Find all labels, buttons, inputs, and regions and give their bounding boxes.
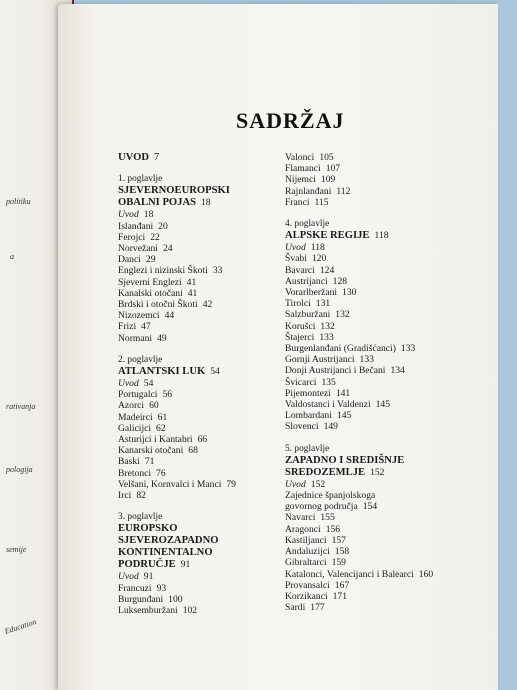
intro-page: 7 — [153, 152, 160, 163]
toc-entry — [285, 569, 485, 580]
chapter-title-text: EUROPSKO — [118, 523, 178, 535]
toc-entry — [285, 309, 485, 320]
page-title: SADRŽAJ — [236, 108, 345, 133]
toc-entry — [285, 388, 485, 399]
toc-entry — [118, 243, 290, 254]
toc-entry — [285, 501, 485, 512]
entry-text: Uvod — [285, 478, 306, 490]
toc-section — [285, 152, 485, 208]
toc-section — [285, 444, 485, 614]
entry-page: 56 — [162, 389, 173, 401]
entry-text: Uvod — [118, 378, 139, 390]
chapter-title-text: ALPSKE REGIJE — [285, 230, 370, 242]
chapter-title — [118, 523, 290, 535]
entry-text: Normani — [118, 332, 153, 344]
entry-text: Korušci — [285, 320, 316, 332]
entry-page: 132 — [320, 320, 335, 332]
toc-entry — [285, 163, 485, 174]
chapter-title — [118, 559, 290, 571]
entry-text: Aragonci — [285, 523, 321, 535]
toc-entry — [118, 423, 290, 434]
toc-entry — [285, 332, 485, 343]
entry-text: Švabi — [285, 253, 307, 265]
entry-page: 133 — [400, 343, 416, 355]
toc-intro-entry — [118, 152, 290, 163]
toc-entry — [118, 333, 290, 344]
entry-page: 132 — [335, 309, 350, 321]
entry-text: Frizi — [118, 321, 137, 333]
left-sections — [118, 174, 290, 616]
entry-page: 60 — [149, 400, 159, 412]
entry-page: 159 — [331, 557, 346, 569]
entry-text: Vorarlberžani — [285, 287, 338, 299]
chapter-page: 18 — [201, 197, 211, 209]
entry-page: 158 — [334, 546, 350, 558]
toc-entry — [118, 412, 290, 423]
entry-page: 131 — [315, 298, 331, 310]
toc-section — [118, 512, 290, 616]
chapter-title-text: KONTINENTALNO — [118, 547, 213, 559]
margin-text: a — [10, 252, 14, 261]
entry-text: Kastiljanci — [285, 534, 327, 546]
entry-page: 29 — [145, 254, 156, 266]
toc-entry — [285, 399, 485, 410]
toc-left-column — [118, 152, 290, 616]
toc-entry — [285, 421, 485, 432]
entry-page: 107 — [325, 163, 341, 175]
toc-entry — [118, 299, 290, 310]
chapter-title-text: PODRUČJE — [118, 559, 176, 571]
entry-text: Irci — [118, 490, 132, 502]
entry-page: 102 — [182, 605, 198, 617]
entry-page: 120 — [311, 253, 327, 265]
entry-page: 66 — [197, 434, 208, 446]
entry-text: Navarci — [285, 512, 316, 524]
entry-page: 133 — [359, 354, 374, 366]
entry-page: 171 — [332, 590, 348, 602]
entry-page: 100 — [168, 593, 183, 605]
entry-page: 154 — [362, 501, 378, 513]
toc-entry — [285, 253, 485, 264]
chapter-title-text: OBALNI POJAS — [118, 197, 196, 209]
margin-text: politiku — [6, 197, 31, 206]
toc-entry — [118, 265, 290, 276]
margin-text: semije — [6, 545, 27, 554]
entry-page: 22 — [150, 231, 160, 243]
entry-page: 82 — [136, 490, 146, 502]
entry-page: 93 — [156, 582, 167, 594]
right-sections — [285, 152, 485, 613]
entry-page: 177 — [310, 602, 325, 614]
entry-page: 76 — [156, 467, 166, 479]
entry-text: Sjeverni Englezi — [118, 276, 182, 288]
entry-text: Nijemci — [285, 174, 316, 186]
margin-text: Education — [3, 617, 38, 636]
entry-page: 49 — [157, 332, 167, 344]
chapter-number: 3. poglavlje — [118, 512, 163, 523]
toc-entry — [285, 343, 485, 354]
toc-entry — [118, 400, 290, 411]
entry-text: Ferojci — [118, 231, 146, 243]
toc-entry — [285, 580, 485, 591]
entry-page: 160 — [418, 568, 434, 580]
entry-text: Flamanci — [285, 163, 321, 175]
chapter-title-text: ZAPADNO I SREDIŠNJE — [285, 454, 405, 466]
entry-page: 41 — [187, 287, 198, 299]
entry-text: Luksemburžani — [118, 605, 178, 617]
entry-text: Franci — [285, 196, 310, 208]
chapter-title — [285, 467, 485, 479]
entry-text: Uvod — [118, 209, 139, 221]
toc-entry — [285, 265, 485, 276]
entry-page: 61 — [157, 411, 168, 423]
chapter-page: 54 — [210, 366, 220, 378]
entry-text: Tirolci — [285, 298, 311, 310]
entry-text: Valdostanci i Valdenzi — [285, 399, 371, 411]
entry-page: 47 — [141, 321, 151, 333]
entry-page: 130 — [342, 287, 357, 299]
toc-entry — [118, 378, 290, 389]
toc-entry — [285, 242, 485, 253]
entry-text: Lombardani — [285, 410, 332, 422]
entry-text: Pijemontezi — [285, 387, 331, 399]
toc-entry — [285, 321, 485, 332]
entry-text: Francuzi — [118, 582, 152, 594]
chapter-number: 2. poglavlje — [118, 354, 163, 365]
toc-entry — [118, 232, 290, 243]
chapter-title — [118, 197, 290, 209]
toc-entry — [285, 276, 485, 287]
entry-text: Andaluzijci — [285, 546, 330, 558]
entry-page: 54 — [143, 378, 154, 390]
toc-entry — [118, 490, 290, 501]
entry-text: Sardi — [285, 602, 306, 614]
entry-page: 41 — [186, 276, 197, 288]
entry-text: Bavarci — [285, 264, 315, 276]
entry-page: 105 — [319, 152, 334, 163]
entry-text: Danci — [118, 254, 141, 266]
entry-page: 20 — [158, 220, 168, 232]
chapter-title — [118, 535, 290, 547]
toc-entry — [285, 287, 485, 298]
toc-entry — [285, 591, 485, 602]
entry-text: Slovenci — [285, 421, 319, 433]
entry-text: Valonci — [285, 152, 315, 163]
chapter-title — [118, 547, 290, 559]
chapter-title — [285, 455, 485, 467]
entry-text: Burgunđani — [118, 593, 164, 605]
entry-page: 145 — [336, 410, 352, 422]
entry-text: Uvod — [285, 242, 306, 254]
toc-right-column — [285, 152, 485, 613]
toc-entry — [285, 298, 485, 309]
toc-entry — [285, 557, 485, 568]
chapter-page: 91 — [180, 559, 191, 571]
toc-entry — [118, 479, 290, 490]
entry-page: 24 — [162, 243, 173, 255]
toc-entry — [118, 445, 290, 456]
chapter-page: 152 — [370, 466, 385, 478]
entry-text: Englezi i nizinski Škoti — [118, 265, 208, 277]
entry-page: 91 — [143, 571, 154, 583]
chapter-number: 5. poglavlje — [285, 443, 330, 454]
entry-text: Korzikanci — [285, 590, 328, 602]
toc-entry — [118, 468, 290, 479]
entry-text: Rajnlanđani — [285, 185, 332, 197]
toc-section — [118, 174, 290, 344]
entry-text: Donji Austrijanci i Bečani — [285, 365, 386, 377]
chapter-title-text: SJEVERNOEUROPSKI — [118, 185, 230, 197]
entry-text: Norvežani — [118, 243, 158, 255]
entry-text: Gibraltarci — [285, 557, 327, 569]
entry-text: Austrijanci — [285, 275, 328, 287]
entry-text: Kanalski otočani — [118, 287, 183, 299]
entry-text: Katalonci, Valencijanci i Balearci — [285, 568, 414, 580]
entry-page: 145 — [375, 399, 391, 411]
chapter-number: 1. poglavlje — [118, 174, 163, 185]
entry-page: 155 — [320, 512, 335, 524]
toc-entry — [285, 174, 485, 185]
entry-text: Portugalci — [118, 389, 158, 401]
entry-page: 42 — [202, 299, 213, 311]
toc-entry — [285, 377, 485, 388]
entry-page: 128 — [332, 275, 348, 287]
entry-page: 79 — [226, 478, 236, 490]
toc-entry — [285, 602, 485, 613]
entry-page: 156 — [325, 523, 341, 535]
toc-entry — [118, 221, 290, 232]
toc-entry — [118, 321, 290, 332]
toc-section — [285, 219, 485, 433]
entry-page: 152 — [310, 478, 326, 490]
toc-entry — [118, 456, 290, 467]
entry-text: Burgenlanđani (Gradišćanci) — [285, 343, 396, 355]
toc-entry — [285, 152, 485, 163]
entry-page: 18 — [143, 209, 154, 221]
entry-page: 68 — [188, 445, 198, 457]
entry-page: 133 — [319, 331, 334, 343]
chapter-title — [118, 185, 290, 197]
toc-entry — [118, 389, 290, 400]
entry-text: Štajerci — [285, 331, 315, 343]
toc-entry — [285, 186, 485, 197]
entry-text: Zajednice španjolskoga — [285, 490, 376, 502]
entry-page: 44 — [164, 310, 175, 322]
entry-text: Kanarski otočani — [118, 445, 184, 457]
toc-entry — [118, 277, 290, 288]
margin-text: rativanja — [6, 402, 36, 411]
intro-label: UVOD — [118, 152, 149, 163]
entry-page: 135 — [321, 376, 336, 388]
chapter-page: 118 — [374, 230, 389, 242]
toc-entry — [285, 354, 485, 365]
toc-entry — [285, 197, 485, 208]
entry-text: Azorci — [118, 400, 145, 412]
entry-page: 118 — [310, 242, 325, 254]
entry-page: 112 — [336, 185, 351, 197]
toc-entry — [285, 365, 485, 376]
entry-page: 62 — [156, 422, 166, 434]
toc-entry — [118, 310, 290, 321]
entry-text: Bretonci — [118, 467, 152, 479]
toc-entry — [118, 583, 290, 594]
entry-page: 115 — [314, 196, 329, 208]
toc-entry — [118, 571, 290, 582]
chapter-title-text: SREDOZEMLJE — [285, 466, 366, 478]
entry-text: Madeirci — [118, 411, 153, 423]
entry-text: Islanđani — [118, 220, 154, 232]
entry-page: 71 — [144, 456, 155, 468]
entry-page: 33 — [212, 265, 223, 277]
toc-entry — [285, 410, 485, 421]
entry-text: Provansalci — [285, 579, 330, 591]
entry-text: Švicarci — [285, 376, 317, 388]
entry-text: Velšani, Kornvalci i Manci — [118, 478, 222, 490]
toc-entry — [285, 524, 485, 535]
toc-entry — [285, 546, 485, 557]
entry-text: Gornji Austrijanci — [285, 354, 355, 366]
entry-page: 149 — [323, 421, 338, 433]
toc-entry — [118, 594, 290, 605]
entry-text: Nizozemci — [118, 310, 160, 322]
toc-section — [118, 355, 290, 501]
toc-entry — [118, 254, 290, 265]
chapter-title-text: ATLANTSKI LUK — [118, 366, 206, 378]
entry-text: govornog područja — [285, 501, 358, 513]
chapter-title — [118, 366, 290, 378]
chapter-title — [285, 230, 485, 242]
entry-page: 157 — [331, 534, 346, 546]
toc-entry — [118, 434, 290, 445]
toc-entry — [118, 288, 290, 299]
entry-page: 124 — [319, 264, 335, 276]
entry-page: 109 — [320, 174, 336, 186]
toc-entry — [285, 479, 485, 490]
entry-text: Salzburžani — [285, 309, 331, 321]
entry-text: Uvod — [118, 571, 139, 583]
toc-entry — [285, 535, 485, 546]
entry-text: Galicijci — [118, 422, 152, 434]
entry-text: Asturijci i Kantabri — [118, 434, 193, 446]
entry-page: 134 — [390, 365, 405, 377]
entry-text: Brdski i otočni Škoti — [118, 299, 198, 311]
chapter-number: 4. poglavlje — [285, 219, 330, 230]
toc-entry — [285, 490, 485, 501]
entry-text: Baski — [118, 456, 140, 468]
toc-entry — [118, 605, 290, 616]
toc-entry — [118, 209, 290, 220]
chapter-title-text: SJEVEROZAPADNO — [118, 535, 219, 547]
margin-text: pologija — [6, 465, 33, 474]
toc-entry — [285, 512, 485, 523]
entry-page: 141 — [335, 387, 351, 399]
entry-page: 167 — [334, 579, 350, 591]
